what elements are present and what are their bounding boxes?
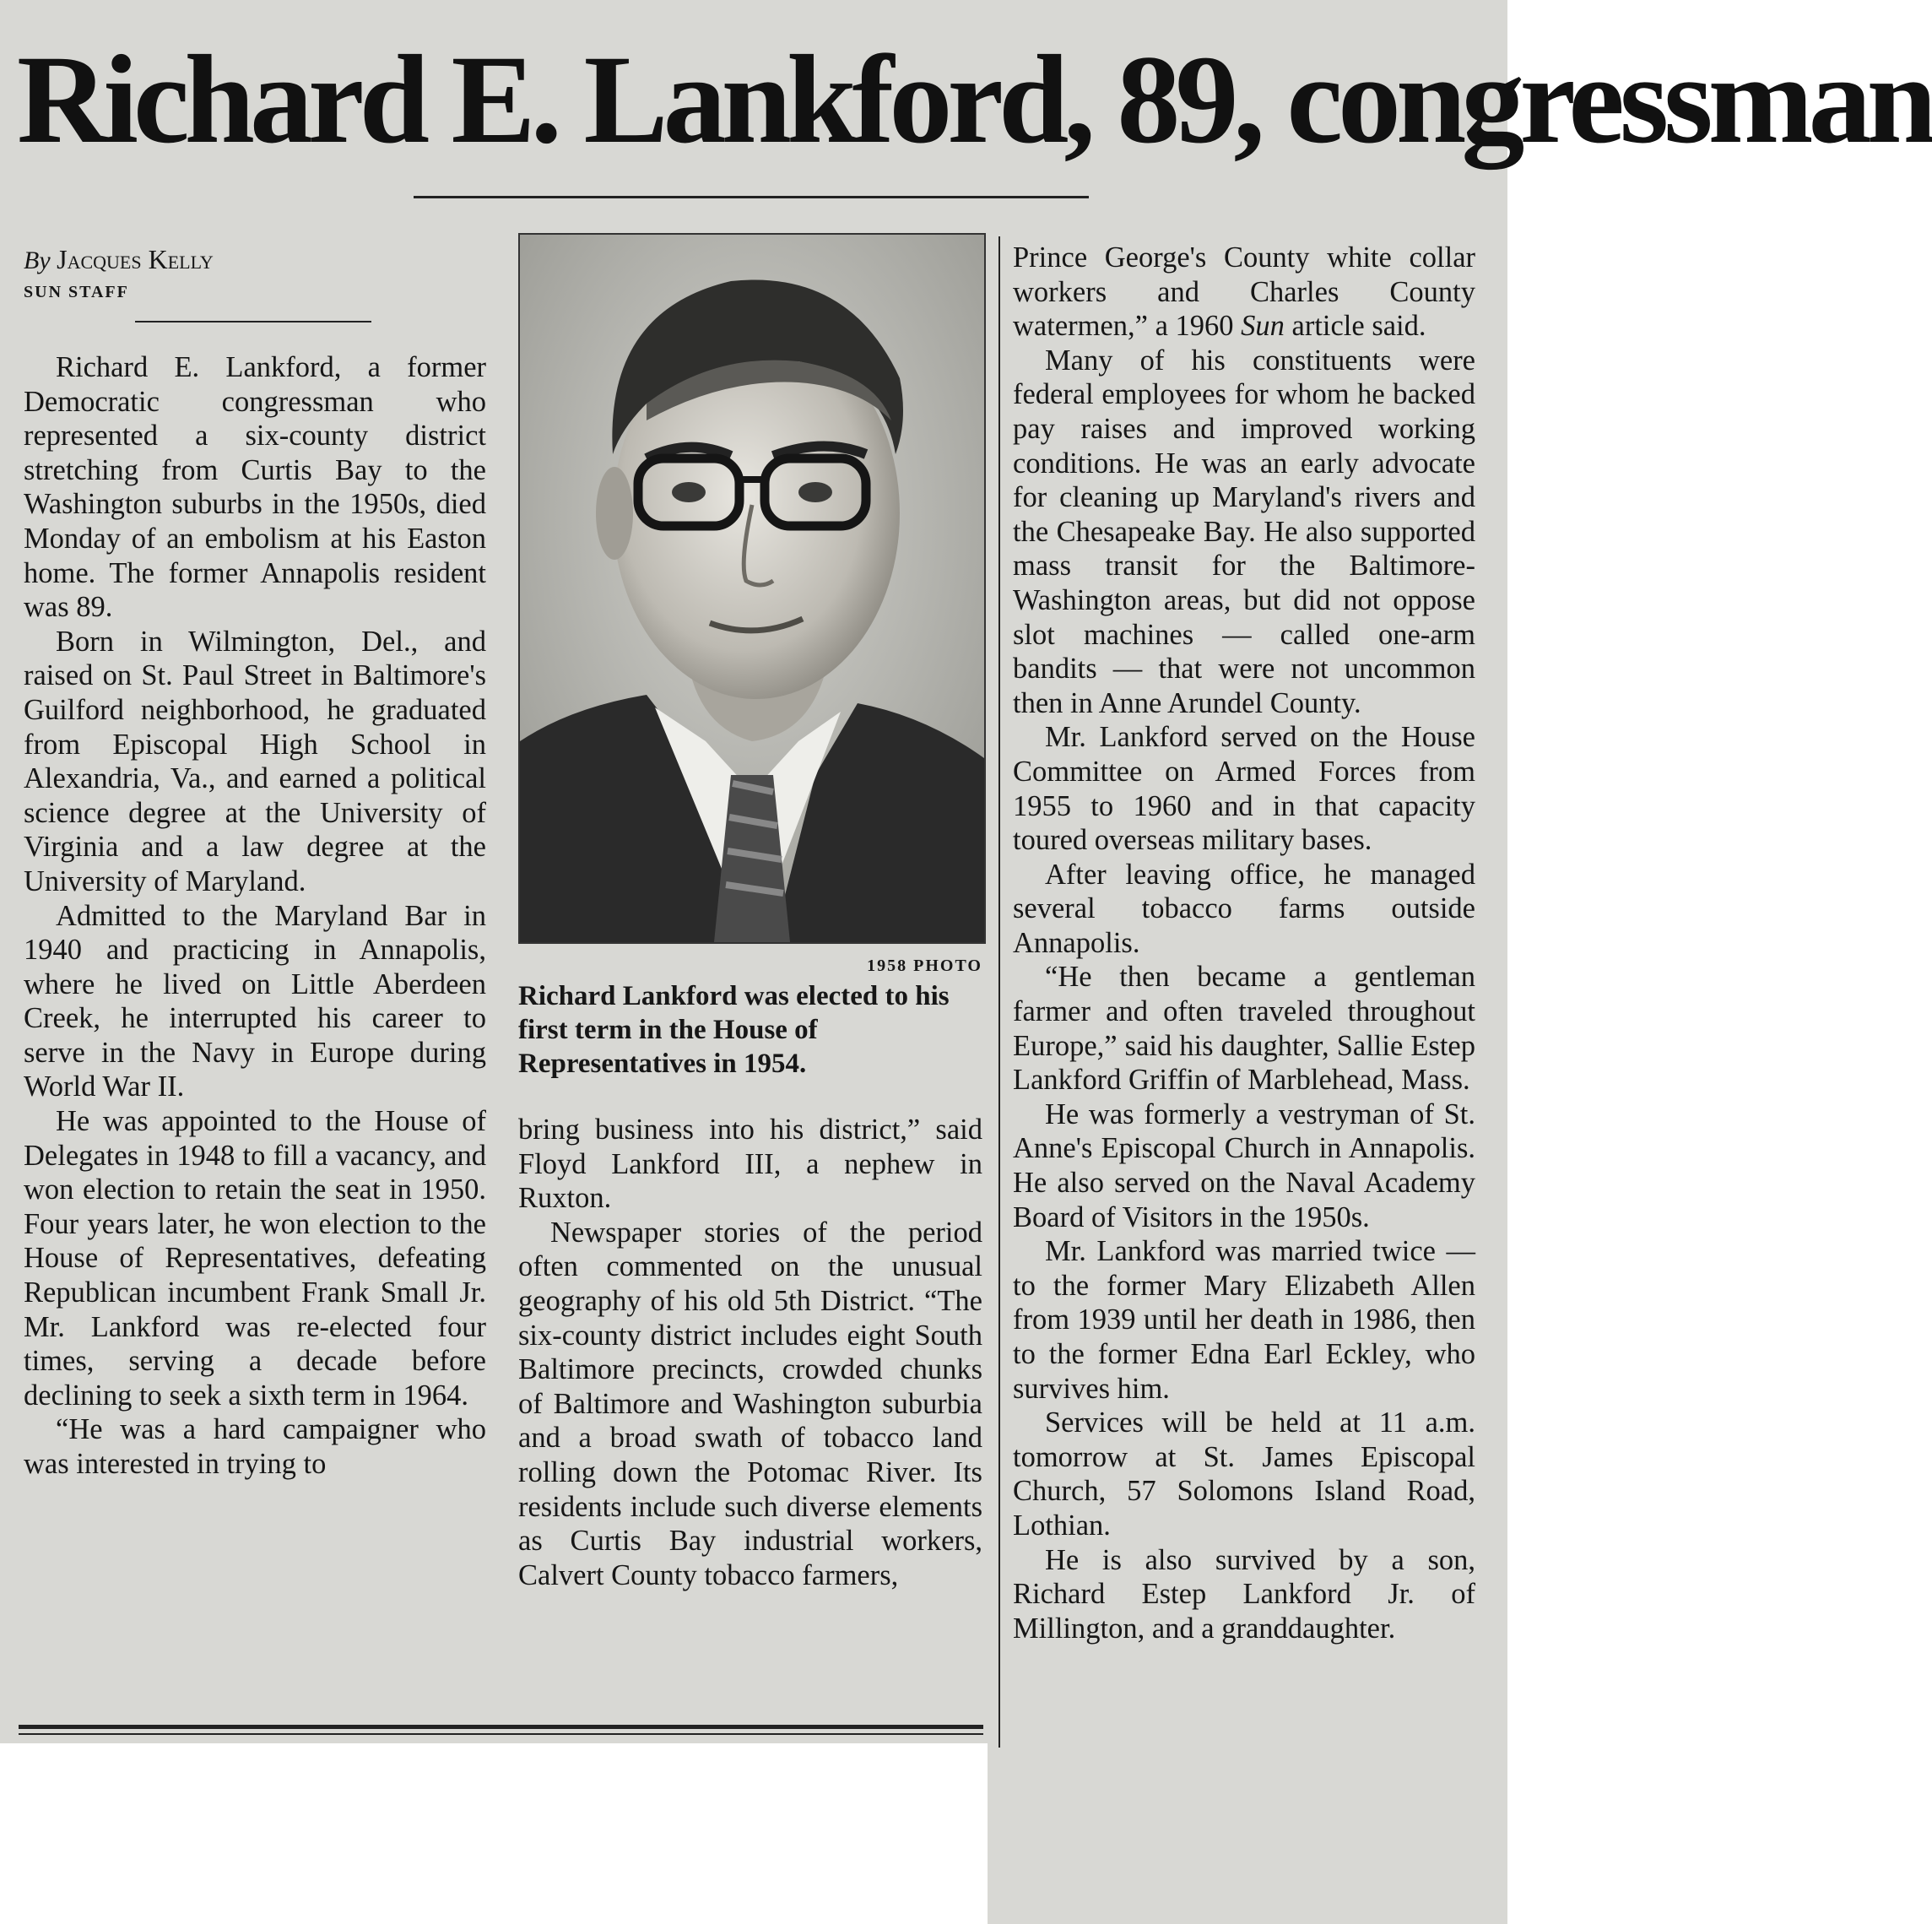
paragraph: He was formerly a vestryman of St. Anne's Episcopal Church in Annapolis. He also served on the Naval Academy Board of Visitors in the 1950s. xyxy=(1013,1097,1475,1233)
newspaper-clipping-tail xyxy=(988,1743,1507,1924)
paragraph: bring business into his district,” said Floyd Lankford III, a nephew in Ruxton. xyxy=(518,1114,982,1215)
headline-rule xyxy=(414,196,1089,198)
article-column-1 xyxy=(24,350,486,1482)
paragraph: “He then became a gentleman farmer and often traveled throughout Europe,” said his daughter, Sallie Estep Lankford Griffin of Marblehead, Mass. xyxy=(1013,961,1475,1097)
paragraph: He was appointed to the House of Delegates in 1948 to fill a vacancy, and won election to retain the seat in 1950. Four years later, he won election to the House of Representatives, defeating Republican incumbent Frank Small Jr. Mr. Lankford was re-elected four times, serving a decade before declining to seek a sixth term in 1964. xyxy=(24,1105,486,1412)
portrait-illustration xyxy=(520,235,984,942)
paragraph: Many of his constituents were federal employees for whom he backed pay raises and improved working conditions. He was an early advocate for cleaning up Maryland's rivers and the Chesapeake Bay. He also supported mass transit for the Baltimore-Washington areas, but did not oppose slot machines — called one-arm bandits — that were not uncommon then in Anne Arundel County. xyxy=(1013,344,1475,719)
byline xyxy=(24,245,214,275)
text-run: article said. xyxy=(1284,310,1426,343)
paragraph: Born in Wilmington, Del., and raised on St. Paul Street in Baltimore's Guilford neighborhood, he graduated from Episcopal High School in Alexandria, Va., and earned a political science degree at the University of Virginia and a law degree at the University of Maryland. xyxy=(24,625,486,897)
text-run: Prince George's County white collar workers and Charles County watermen,” a 1960 xyxy=(1013,241,1475,343)
paragraph: After leaving office, he managed several tobacco farms outside Annapolis. xyxy=(1013,858,1475,959)
byline-by: By xyxy=(24,247,51,274)
photo-credit: 1958 PHOTO xyxy=(867,957,982,975)
bottom-rule-thick xyxy=(19,1725,983,1729)
paragraph: Admitted to the Maryland Bar in 1940 and practicing in Annapolis, where he lived on Little Aberdeen Creek, he interrupted his career to serve in the Navy in Europe during World War II. xyxy=(24,899,486,1103)
column-divider xyxy=(998,236,1000,1748)
paragraph: Services will be held at 11 a.m. tomorrow at St. James Episcopal Church, 57 Solomons Island Road, Lothian. xyxy=(1013,1406,1475,1542)
headline: Richard E. Lankford, 89, congressman xyxy=(17,30,1932,170)
paragraph: Richard E. Lankford, a former Democratic congressman who represented a six-county district stretching from Curtis Bay to the Washington suburbs in the 1950s, died Monday of an embolism at his Easton home. The former Annapolis resident was 89. xyxy=(24,351,486,624)
publication-name: Sun xyxy=(1241,310,1285,343)
bottom-rule-thin xyxy=(19,1733,983,1735)
paragraph: Mr. Lankford served on the House Committee on Armed Forces from 1955 to 1960 and in that capacity toured overseas military bases. xyxy=(1013,721,1475,857)
paragraph: Mr. Lankford was married twice — to the former Mary Elizabeth Allen from 1939 until her death in 1986, then to the former Edna Earl Eckley, who survives him. xyxy=(1013,1235,1475,1405)
paragraph: He is also survived by a son, Richard Estep Lankford Jr. of Millington, and a granddaughter. xyxy=(1013,1543,1475,1645)
photo-caption: Richard Lankford was elected to his first term in the House of Representatives in 1954. xyxy=(518,981,950,1079)
byline-author: Jacques Kelly xyxy=(57,244,214,274)
byline-rule xyxy=(135,321,371,322)
paragraph: “He was a hard campaigner who was interested in trying to xyxy=(24,1413,486,1480)
article-column-3 xyxy=(1013,241,1475,1645)
paragraph xyxy=(1013,241,1475,344)
portrait-photo xyxy=(518,233,986,944)
paragraph: Newspaper stories of the period often commented on the unusual geography of his old 5th District. “The six-county district includes eight South Baltimore precincts, crowded chunks of Baltimore and Washington suburbia and a broad swath of tobacco land rolling down the Potomac River. Its residents include such diverse elements as Curtis Bay industrial workers, Calvert County tobacco farmers, xyxy=(518,1216,982,1591)
article-column-2 xyxy=(518,1113,982,1592)
byline-staff: SUN STAFF xyxy=(24,283,129,301)
